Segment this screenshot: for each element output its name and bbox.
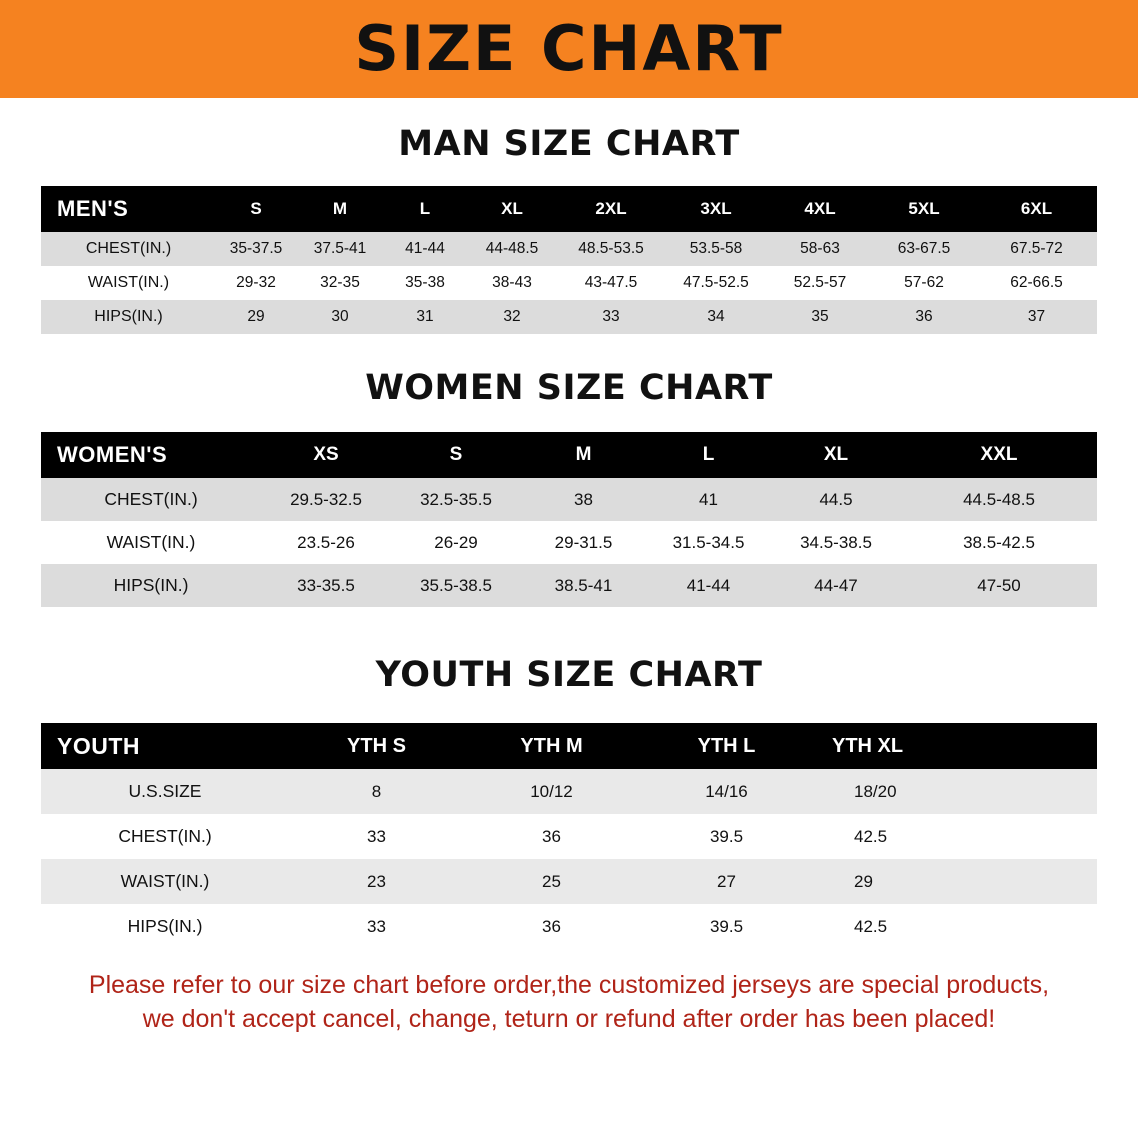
men-col-6xl: 6XL <box>976 186 1097 232</box>
women-chest-m: 38 <box>521 478 646 521</box>
women-chest-xl: 44.5 <box>771 478 901 521</box>
youth-chest-m: 36 <box>464 814 639 859</box>
men-chest-s: 35-37.5 <box>216 232 296 266</box>
women-hips-xl: 44-47 <box>771 564 901 607</box>
men-col-5xl: 5XL <box>872 186 976 232</box>
page-banner <box>0 0 1138 98</box>
policy-note-line-1: Please refer to our size chart before order,the customized jerseys are special products, <box>88 971 1050 999</box>
table-row <box>41 266 1097 300</box>
men-hips-l: 31 <box>384 300 466 334</box>
men-hips-xl: 32 <box>466 300 558 334</box>
table-row <box>41 564 1097 607</box>
women-header-label: WOMEN'S <box>41 432 261 478</box>
women-waist-m: 29-31.5 <box>521 521 646 564</box>
youth-waist-xl: 29 <box>814 859 1097 904</box>
youth-ussize-s: 8 <box>289 769 464 814</box>
women-col-xxl: XXL <box>901 432 1097 478</box>
men-chest-l: 41-44 <box>384 232 466 266</box>
youth-col-s: YTH S <box>289 723 464 769</box>
women-chest-s: 32.5-35.5 <box>391 478 521 521</box>
women-chest-l: 41 <box>646 478 771 521</box>
men-chest-4xl: 58-63 <box>768 232 872 266</box>
women-hips-xxl: 47-50 <box>901 564 1097 607</box>
table-row <box>41 478 1097 521</box>
women-waist-xxl: 38.5-42.5 <box>901 521 1097 564</box>
women-waist-s: 26-29 <box>391 521 521 564</box>
men-chest-m: 37.5-41 <box>296 232 384 266</box>
men-col-l: L <box>384 186 466 232</box>
women-row-waist-label: WAIST(IN.) <box>41 521 261 564</box>
women-row-chest-label: CHEST(IN.) <box>41 478 261 521</box>
table-row <box>41 232 1097 266</box>
men-hips-6xl: 37 <box>976 300 1097 334</box>
women-hips-s: 35.5-38.5 <box>391 564 521 607</box>
women-size-table <box>41 432 1097 607</box>
men-waist-4xl: 52.5-57 <box>768 266 872 300</box>
women-waist-l: 31.5-34.5 <box>646 521 771 564</box>
women-col-s: S <box>391 432 521 478</box>
men-waist-3xl: 47.5-52.5 <box>664 266 768 300</box>
women-hips-xs: 33-35.5 <box>261 564 391 607</box>
table-row <box>41 814 1097 859</box>
youth-chest-l: 39.5 <box>639 814 814 859</box>
youth-hips-l: 39.5 <box>639 904 814 949</box>
youth-waist-m: 25 <box>464 859 639 904</box>
youth-ussize-m: 10/12 <box>464 769 639 814</box>
policy-note-line-2: we don't accept cancel, change, teturn or refund after order has been placed! <box>142 1004 996 1033</box>
men-hips-2xl: 33 <box>558 300 664 334</box>
men-header-label: MEN'S <box>41 186 216 232</box>
youth-chest-s: 33 <box>289 814 464 859</box>
women-col-xl: XL <box>771 432 901 478</box>
women-chest-xxl: 44.5-48.5 <box>901 478 1097 521</box>
men-chest-3xl: 53.5-58 <box>664 232 768 266</box>
youth-row-hips-label: HIPS(IN.) <box>41 904 289 949</box>
table-row <box>41 904 1097 949</box>
women-row-hips-label: HIPS(IN.) <box>41 564 261 607</box>
youth-hips-m: 36 <box>464 904 639 949</box>
men-waist-6xl: 62-66.5 <box>976 266 1097 300</box>
youth-hips-s: 33 <box>289 904 464 949</box>
women-col-l: L <box>646 432 771 478</box>
women-col-xs: XS <box>261 432 391 478</box>
table-header-row <box>41 723 1097 769</box>
men-waist-m: 32-35 <box>296 266 384 300</box>
youth-size-table <box>41 723 1097 949</box>
men-waist-2xl: 43-47.5 <box>558 266 664 300</box>
youth-ussize-xl: 18/20 <box>814 769 1097 814</box>
table-row <box>41 300 1097 334</box>
men-hips-s: 29 <box>216 300 296 334</box>
men-chest-xl: 44-48.5 <box>466 232 558 266</box>
youth-col-m: YTH M <box>464 723 639 769</box>
men-chest-5xl: 63-67.5 <box>872 232 976 266</box>
table-row <box>41 769 1097 814</box>
women-hips-l: 41-44 <box>646 564 771 607</box>
youth-row-chest-label: CHEST(IN.) <box>41 814 289 859</box>
men-hips-4xl: 35 <box>768 300 872 334</box>
table-header-row <box>41 186 1097 232</box>
men-col-s: S <box>216 186 296 232</box>
youth-row-ussize-label: U.S.SIZE <box>41 769 289 814</box>
table-header-row <box>41 432 1097 478</box>
men-chest-2xl: 48.5-53.5 <box>558 232 664 266</box>
page-title: SIZE CHART <box>354 12 784 85</box>
women-hips-m: 38.5-41 <box>521 564 646 607</box>
youth-col-l: YTH L <box>639 723 814 769</box>
women-section-title: WOMEN SIZE CHART <box>365 368 773 408</box>
men-waist-5xl: 57-62 <box>872 266 976 300</box>
men-chest-6xl: 67.5-72 <box>976 232 1097 266</box>
men-row-waist-label: WAIST(IN.) <box>41 266 216 300</box>
men-col-2xl: 2XL <box>558 186 664 232</box>
men-hips-3xl: 34 <box>664 300 768 334</box>
men-col-m: M <box>296 186 384 232</box>
youth-ussize-l: 14/16 <box>639 769 814 814</box>
men-row-hips-label: HIPS(IN.) <box>41 300 216 334</box>
men-waist-xl: 38-43 <box>466 266 558 300</box>
women-waist-xl: 34.5-38.5 <box>771 521 901 564</box>
women-col-m: M <box>521 432 646 478</box>
youth-section-title: YOUTH SIZE CHART <box>375 655 763 695</box>
men-row-chest-label: CHEST(IN.) <box>41 232 216 266</box>
youth-col-xl: YTH XL <box>814 723 1097 769</box>
men-col-4xl: 4XL <box>768 186 872 232</box>
youth-chest-xl: 42.5 <box>814 814 1097 859</box>
youth-waist-l: 27 <box>639 859 814 904</box>
youth-hips-xl: 42.5 <box>814 904 1097 949</box>
men-waist-l: 35-38 <box>384 266 466 300</box>
women-chest-xs: 29.5-32.5 <box>261 478 391 521</box>
men-col-xl: XL <box>466 186 558 232</box>
policy-note <box>36 969 1102 1037</box>
men-waist-s: 29-32 <box>216 266 296 300</box>
men-hips-m: 30 <box>296 300 384 334</box>
table-row <box>41 859 1097 904</box>
youth-header-label: YOUTH <box>41 723 289 769</box>
men-hips-5xl: 36 <box>872 300 976 334</box>
youth-waist-s: 23 <box>289 859 464 904</box>
youth-row-waist-label: WAIST(IN.) <box>41 859 289 904</box>
man-size-table <box>41 186 1097 334</box>
man-section-title: MAN SIZE CHART <box>398 124 740 164</box>
men-col-3xl: 3XL <box>664 186 768 232</box>
women-waist-xs: 23.5-26 <box>261 521 391 564</box>
table-row <box>41 521 1097 564</box>
